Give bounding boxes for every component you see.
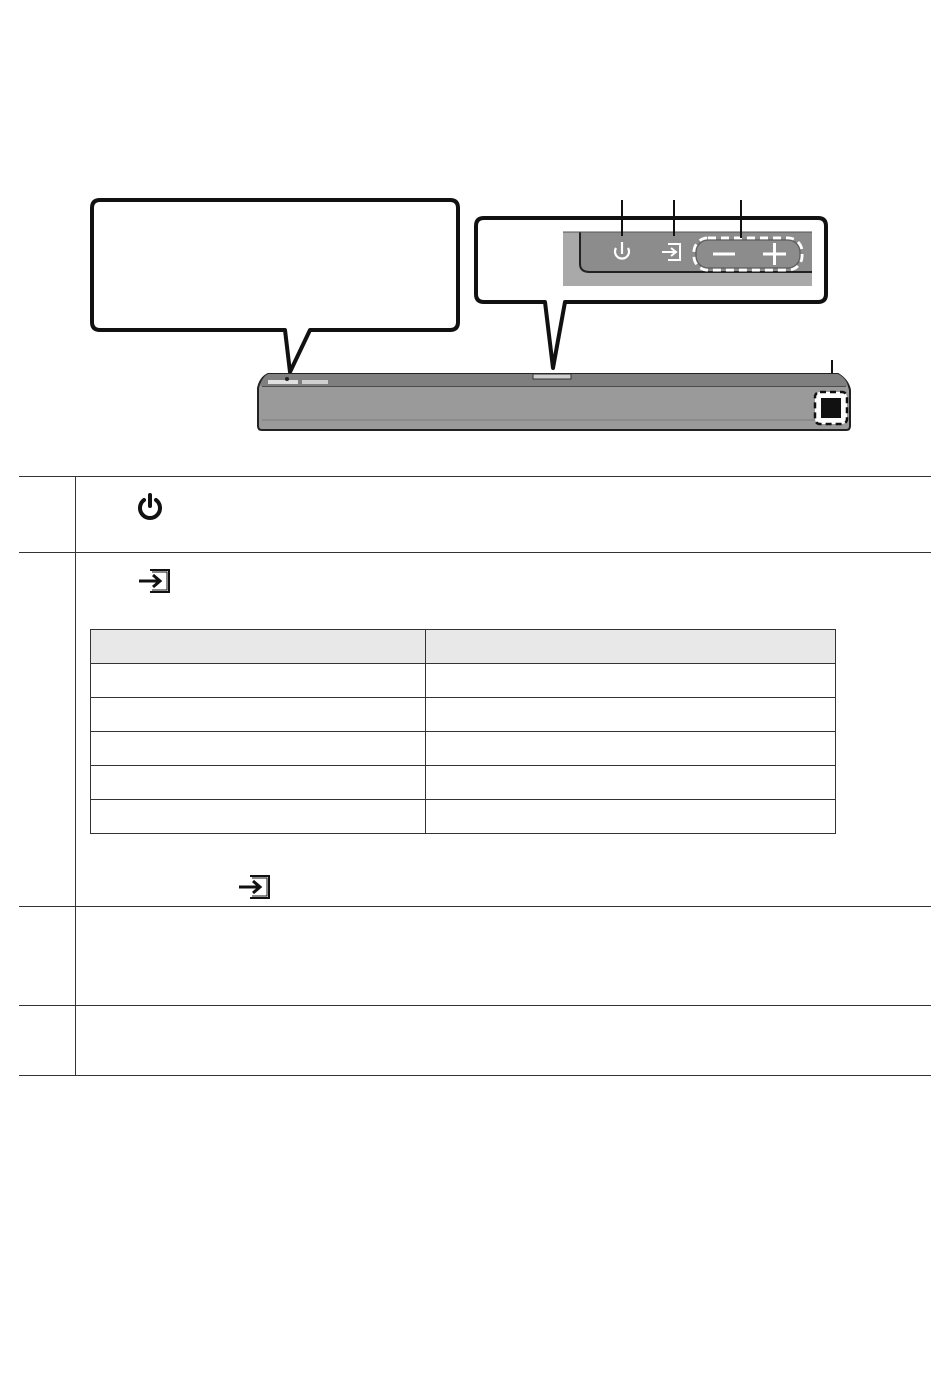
table-row	[91, 698, 836, 732]
input-mode-table	[90, 629, 836, 834]
source-icon	[236, 873, 274, 901]
table-row	[91, 664, 836, 698]
row-description-cell	[76, 907, 932, 1006]
table-cell	[91, 664, 426, 698]
soundbar-diagram	[0, 0, 950, 440]
table-cell	[426, 800, 836, 834]
row-number-cell	[19, 553, 76, 907]
row-display	[19, 1006, 931, 1076]
table-row	[91, 766, 836, 800]
source-icon	[136, 567, 174, 595]
table-cell	[91, 698, 426, 732]
row-number-cell	[19, 1006, 76, 1076]
table-cell	[91, 800, 426, 834]
table-cell	[426, 766, 836, 800]
row-number-cell	[19, 907, 76, 1006]
row-power	[19, 477, 931, 553]
row-description-cell	[76, 1006, 932, 1076]
table-row	[91, 800, 836, 834]
input-mode-header	[91, 630, 426, 664]
table-cell	[426, 732, 836, 766]
table-cell	[91, 766, 426, 800]
soundbar	[258, 374, 850, 430]
row-number-cell	[19, 477, 76, 553]
row-description-cell	[76, 553, 932, 907]
row-volume	[19, 907, 931, 1006]
power-icon	[136, 493, 164, 521]
table-cell	[426, 664, 836, 698]
parts-table	[19, 476, 931, 1076]
display-header	[426, 630, 836, 664]
table-cell	[426, 698, 836, 732]
row-description-cell	[76, 477, 932, 553]
row-source	[19, 553, 931, 907]
table-row	[91, 732, 836, 766]
display-window	[821, 398, 841, 418]
input-mode-header-row	[91, 630, 836, 664]
table-cell	[91, 732, 426, 766]
left-callout-bubble	[92, 200, 458, 372]
